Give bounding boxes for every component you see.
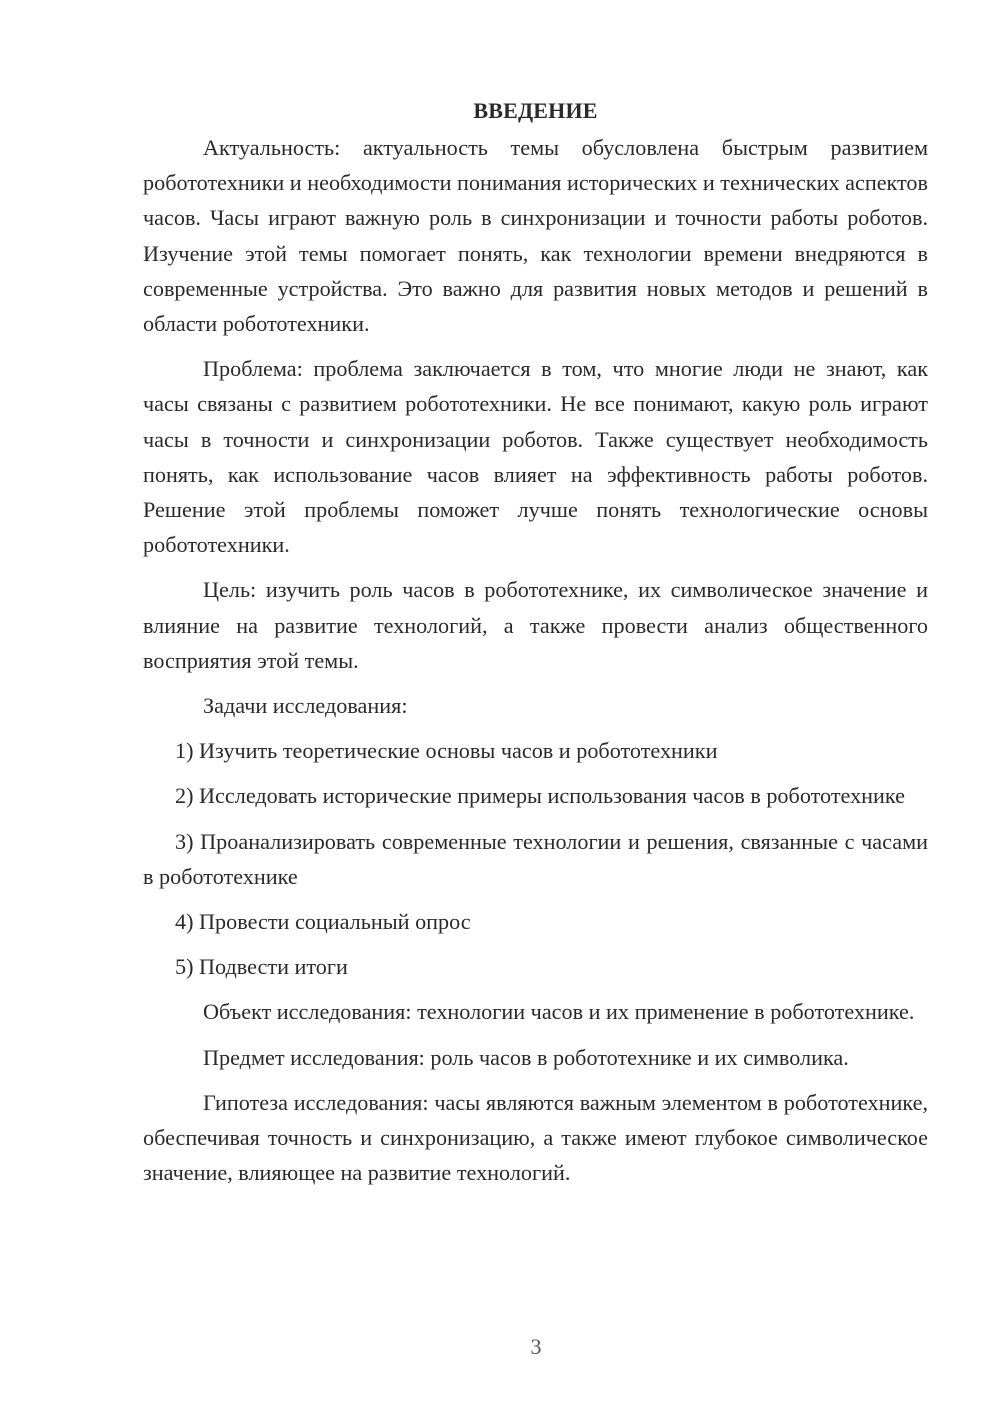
page-content: [143, 96, 928, 1190]
page-title: ВВЕДЕНИЕ: [473, 98, 598, 123]
tasks-heading: Задачи исследования:: [203, 693, 408, 719]
task-item-5: 5) Подвести итоги: [175, 954, 348, 980]
paragraph-subject: Предмет исследования: роль часов в робототехнике и их символика.: [203, 1044, 849, 1070]
task-item-1: 1) Изучить теоретические основы часов и робототехники: [175, 738, 718, 764]
task-item-3: 3) Проанализировать современные технологии и решения, связанные с часами в робототехнике: [143, 828, 928, 889]
task-item-2: 2) Исследовать исторические примеры использования часов в робототехнике: [175, 783, 905, 809]
paragraph-goal: Цель: изучить роль часов в робототехнике, их символическое значение и влияние на развитие технологий, а также провести анализ общественного восприятия этой темы.: [143, 577, 928, 673]
task-item-4: 4) Провести социальный опрос: [175, 909, 471, 935]
page-number: 3: [530, 1334, 542, 1359]
paragraph-hypothesis: Гипотеза исследования: часы являются важным элементом в робототехнике, обеспечивая точность и синхронизацию, а также имеют глубокое символическое значение, влияющее на развитие технологий.: [143, 1089, 928, 1186]
paragraph-relevance: Актуальность: актуальность темы обусловлена быстрым развитием робототехники и необходимости понимания исторических и технических аспектов часов. Часы играют важную роль в синхронизации и точности работы роботов. Изучение этой темы помогает понять, как технологии времени внедряются в современные устройства. Это важно для развития новых методов и решений в области робототехники.: [143, 135, 928, 337]
paragraph-problem: Проблема: проблема заключается в том, что многие люди не знают, как часы связаны с развитием робототехники. Не все понимают, какую роль играют часы в точности и синхронизации роботов. Также существует необходимость понять, как использование часов влияет на эффективность работы роботов. Решение этой проблемы поможет лучше понять технологические основы робототехники.: [143, 356, 928, 558]
paragraph-object: Объект исследования: технологии часов и их применение в робототехнике.: [203, 999, 915, 1025]
